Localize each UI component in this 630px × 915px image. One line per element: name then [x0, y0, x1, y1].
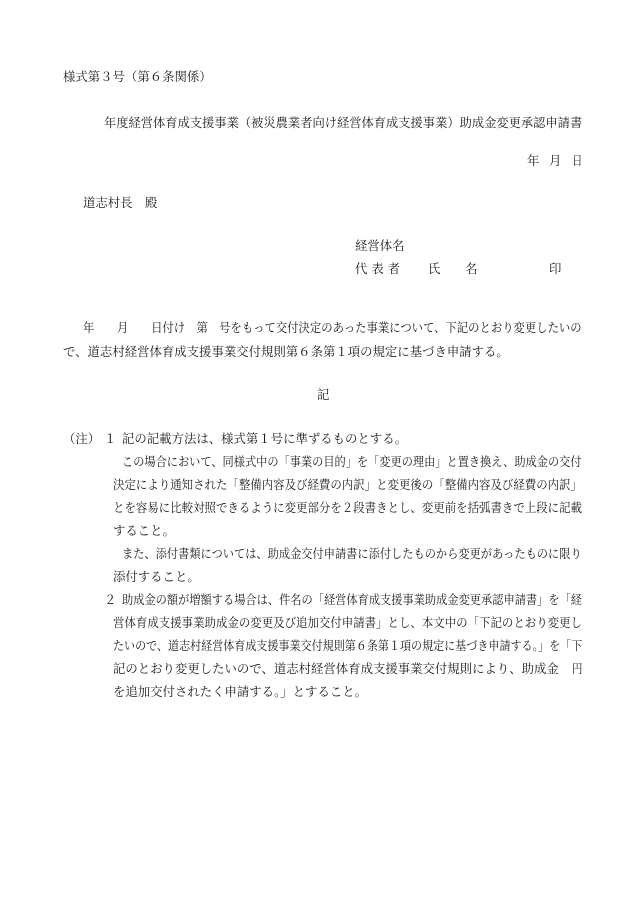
date-month: 月	[549, 153, 562, 168]
note-line: この場合において、同様式中の「事業の目的」を「変更の理由」と置き換え、助成金の交付	[122, 454, 582, 469]
ki-heading: 記	[317, 387, 330, 402]
note-line: とを容易に比較対照できるように変更部分を２段書きとし、変更前を括弧書きで上段に記載	[113, 500, 582, 515]
note-line: 記のとおり変更したいので、道志村経営体育成支援事業交付規則により、助成金	[113, 661, 559, 676]
org-name-label: 経営体名	[355, 238, 405, 253]
date-year: 年	[527, 153, 540, 168]
document-title: 年度経営体育成支援事業（被災農業者向け経営体育成支援事業）助成金変更承認申請書	[104, 115, 583, 130]
body-line: 年 月 日付け 第 号をもって交付決定のあった事業について、下記のとおり変更したいの	[83, 320, 582, 335]
form-number: 様式第３号（第６条関係）	[63, 69, 212, 84]
note-line: 記の記載方法は、様式第１号に準ずるものとする。	[122, 431, 407, 446]
note-line: 添付すること。	[113, 569, 200, 584]
name-label: 氏 名	[428, 261, 478, 276]
addressee: 道志村長 殿	[83, 195, 158, 210]
note-yen-unit: 円	[572, 661, 583, 676]
note-line: を追加交付されたく申請する。」とすること。	[113, 684, 368, 699]
body-line: で、道志村経営体育成支援事業交付規則第６条第１項の規定に基づき申請する。	[63, 344, 509, 359]
representative-label: 代 表 者	[355, 261, 401, 276]
note-line: また、添付書類については、助成金交付申請書に添付したものから変更があったものに限り	[122, 546, 582, 561]
seal-mark: 印	[549, 261, 562, 276]
notes-label: （注）	[63, 431, 101, 446]
note-line: 決定により通知された「整備内容及び経費の内訳」と変更後の「整備内容及び経費の内訳」	[113, 477, 582, 492]
note-line: すること。	[113, 523, 175, 538]
note-item-number: ２	[104, 592, 117, 607]
note-line: たいので、道志村経営体育成支援事業交付規則第６条第１項の規定に基づき申請する。」を「下	[113, 638, 583, 653]
date-day: 日	[572, 153, 583, 168]
note-item-number: １	[104, 431, 117, 446]
note-line: 営体育成支援事業助成金の変更及び追加交付申請書」とし、本文中の「下記のとおり変更し	[113, 615, 582, 630]
note-line: 助成金の額が増額する場合は、件名の「経営体育成支援事業助成金変更承認申請書」を「経	[122, 592, 583, 607]
